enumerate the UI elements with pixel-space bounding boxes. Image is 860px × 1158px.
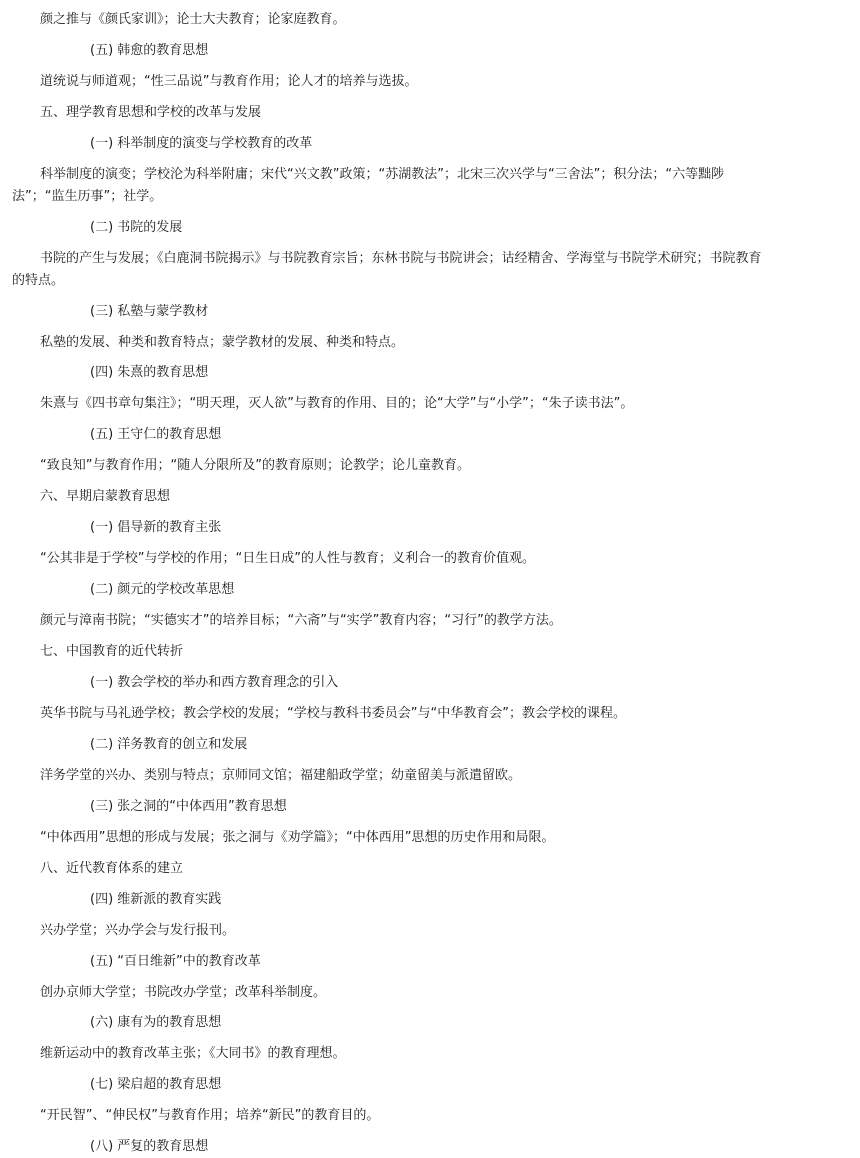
subsection-heading: (八) 严复的教育思想 [90, 1139, 209, 1154]
subsection-heading: (二) 洋务教育的创立和发展 [90, 737, 248, 752]
subsection-heading: (五) 王守仁的教育思想 [90, 427, 222, 442]
body-text-line: 创办京师大学堂；书院改办学堂；改革科举制度。 [40, 985, 327, 1000]
body-text-line: “开民智”、“伸民权”与教育作用；培养“新民”的教育目的。 [40, 1108, 380, 1123]
subsection-heading: (四) 维新派的教育实践 [90, 892, 222, 907]
subsection-heading: (五) 韩愈的教育思想 [90, 43, 209, 58]
body-text-line: 书院的产生与发展；《白鹿洞书院揭示》与书院教育宗旨；东林书院与书院讲会；诂经精舍、学海堂与书院学术研究；书院教育 [40, 251, 762, 266]
body-text-line: 私塾的发展、种类和教育特点；蒙学教材的发展、种类和特点。 [40, 335, 405, 350]
body-text-line: 洋务学堂的兴办、类别与特点；京师同文馆；福建船政学堂；幼童留美与派遣留欧。 [40, 768, 522, 783]
subsection-heading: (一) 倡导新的教育主张 [90, 520, 222, 535]
body-text-line: “致良知”与教育作用；“随人分限所及”的教育原则；论教学；论儿童教育。 [40, 458, 470, 473]
subsection-heading: (四) 朱熹的教育思想 [90, 365, 209, 380]
body-text-line: 道统说与师道观；“性三品说”与教育作用；论人才的培养与选拔。 [40, 74, 418, 89]
subsection-heading: (七) 梁启超的教育思想 [90, 1077, 222, 1092]
section-heading: 七、中国教育的近代转折 [40, 644, 184, 659]
section-heading: 八、近代教育体系的建立 [40, 861, 184, 876]
body-text-line: 颜元与漳南书院；“实德实才”的培养目标；“六斋”与“实学”教育内容；“习行”的教学方法。 [40, 613, 562, 628]
body-text-line: 朱熹与《四书章句集注》；“明天理，灭人欲”与教育的作用、目的；论“大学”与“小学”；“朱子读书法”。 [40, 396, 634, 411]
subsection-heading: (三) 私塾与蒙学教材 [90, 304, 209, 319]
body-text-continuation: 的特点。 [12, 273, 65, 288]
subsection-heading: (五) “百日维新”中的教育改革 [90, 954, 261, 969]
subsection-heading: (二) 书院的发展 [90, 220, 183, 235]
body-text-line: 维新运动中的教育改革主张；《大同书》的教育理想。 [40, 1046, 346, 1061]
body-text-continuation: 法”；“监生历事”；社学。 [12, 189, 163, 204]
body-text-line: “中体西用”思想的形成与发展；张之洞与《劝学篇》；“中体西用”思想的历史作用和局限。 [40, 830, 555, 845]
section-heading: 五、理学教育思想和学校的改革与发展 [40, 105, 262, 120]
body-text-line: 科举制度的演变；学校沦为科举附庸；宋代“兴文教”政策；“苏湖教法”；北宋三次兴学与“三舍法”；积分法；“六等黜陟 [40, 167, 725, 182]
subsection-heading: (六) 康有为的教育思想 [90, 1015, 222, 1030]
subsection-heading: (一) 科举制度的演变与学校教育的改革 [90, 136, 313, 151]
subsection-heading: (三) 张之洞的“中体西用”教育思想 [90, 799, 287, 814]
body-text-line: 兴办学堂；兴办学会与发行报刊。 [40, 923, 236, 938]
body-text-line: 英华书院与马礼逊学校；教会学校的发展；“学校与教科书委员会”与“中华教育会”；教会学校的课程。 [40, 706, 626, 721]
body-text-line: 颜之推与《颜氏家训》；论士大夫教育；论家庭教育。 [40, 12, 346, 27]
body-text-line: “公其非是于学校”与学校的作用；“日生日成”的人性与教育；义利合一的教育价值观。 [40, 551, 535, 566]
subsection-heading: (一) 教会学校的举办和西方教育理念的引入 [90, 675, 339, 690]
section-heading: 六、早期启蒙教育思想 [40, 489, 171, 504]
subsection-heading: (二) 颜元的学校改革思想 [90, 582, 235, 597]
